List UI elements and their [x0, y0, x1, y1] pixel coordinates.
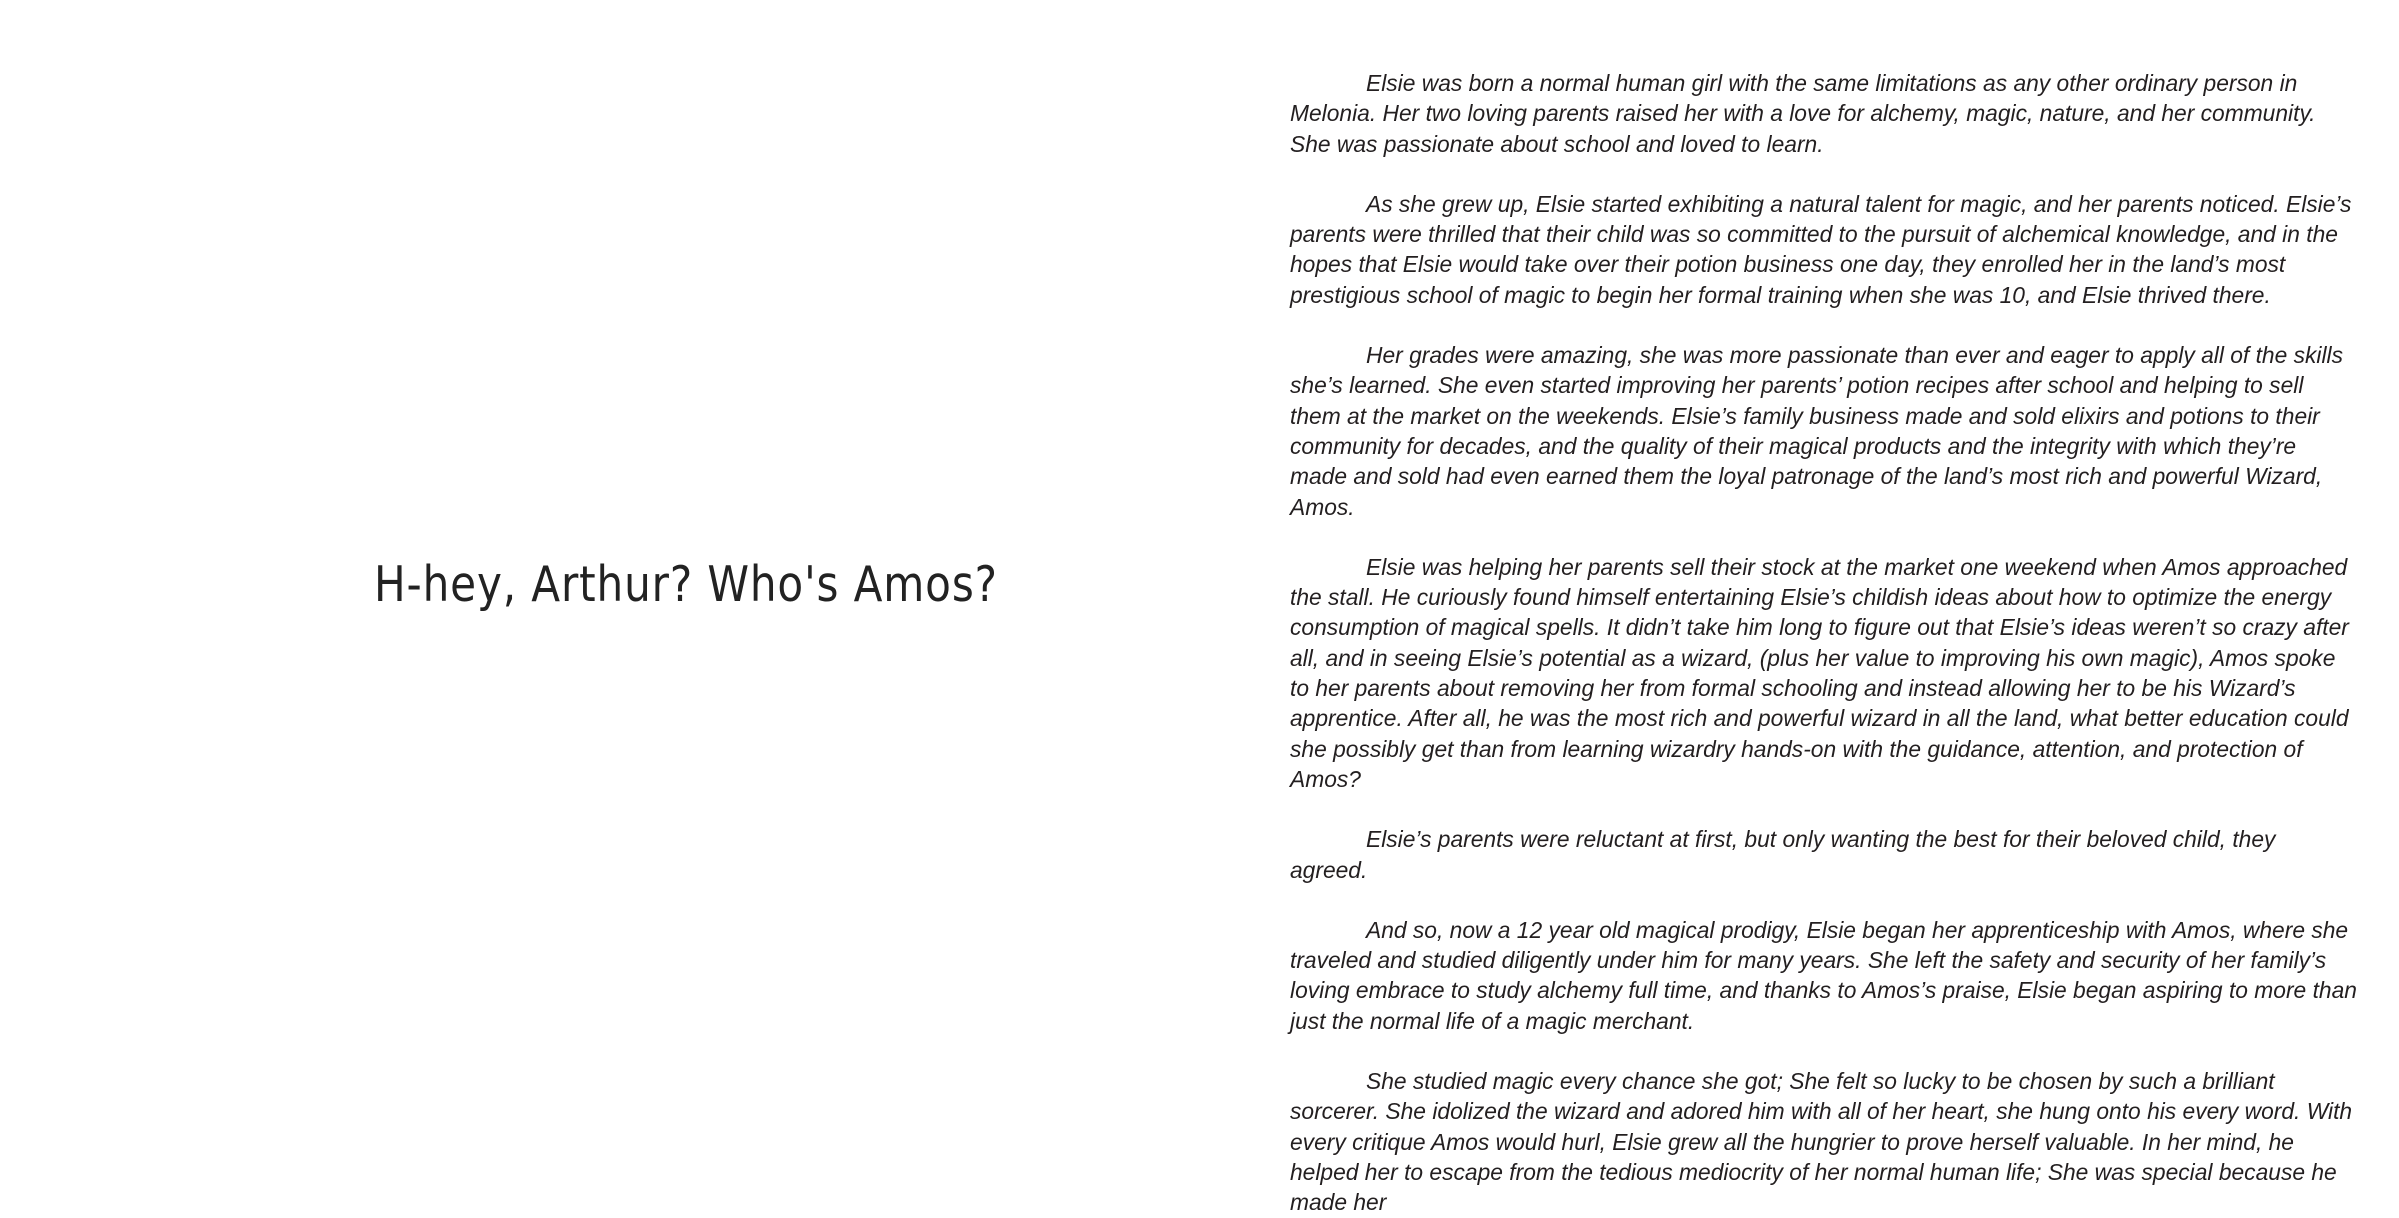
paragraph: She studied magic every chance she got; She felt so lucky to be chosen by such a brilliant sorcerer. She idolized the wizard and adored him with all of her heart, she hung onto his every word. With every critique Amos would hurl, Elsie grew all the hungrier to prove herself valuable. In her mind, he helped her to escape from the tedious mediocrity of her normal human life; She was special because he made her: [1290, 1068, 2353, 1216]
left-page: [0, 0, 1199, 1199]
paragraph: Elsie was born a normal human girl with the same limitations as any other ordinary person in Melonia. Her two loving parents raised her with a love for alchemy, magic, nature, and her community. She was passionate about school and loved to learn.: [1290, 70, 2316, 157]
paragraph: Elsie’s parents were reluctant at first, but only wanting the best for their beloved child, they agreed.: [1290, 826, 2276, 883]
paragraph: And so, now a 12 year old magical prodigy, Elsie began her apprenticeship with Amos, where she traveled and studied diligently under him for many years. She left the safety and security of her family’s loving embrace to study alchemy full time, and thanks to Amos’s praise, Elsie began aspiring to more than just the normal life of a magic merchant.: [1290, 916, 2357, 1034]
right-page-text: [1290, 68, 2358, 1216]
paragraph: As she grew up, Elsie started exhibiting a natural talent for magic, and her parents noticed. Elsie’s parents were thrilled that their child was so committed to the pursuit of alchemical knowledge, and in the hopes that Elsie would take over their potion business one day, they enrolled her in the land’s most prestigious school of magic to begin her formal training when she was 10, and Elsie thrived there.: [1290, 190, 2352, 308]
paragraph: Her grades were amazing, she was more passionate than ever and eager to apply all of the skills she’s learned. She even started improving her parents’ potion recipes after school and helping to sell them at the market on the weekends. Elsie’s family business made and sold elixirs and potions to their community for decades, and the quality of their magical products and the integrity with which they’re made and sold had even earned them the loyal patronage of the land’s most rich and powerful Wizard, Amos.: [1290, 342, 2343, 520]
handwritten-dialogue: H-hey, Arthur? Who's Amos?: [374, 556, 998, 613]
paragraph: Elsie was helping her parents sell their stock at the market one weekend when Amos approached the stall. He curiously found himself entertaining Elsie’s childish ideas about how to optimize the energy consumption of magical spells. It didn’t take him long to figure out that Elsie’s ideas weren’t so crazy after all, and in seeing Elsie’s potential as a wizard, (plus her value to improving his own magic), Amos spoke to her parents about removing her from formal schooling and instead allowing her to be his Wizard’s apprentice. After all, he was the most rich and powerful wizard in all the land, what better education could she possibly get than from learning wizardry hands-on with the guidance, attention, and protection of Amos?: [1290, 553, 2349, 792]
